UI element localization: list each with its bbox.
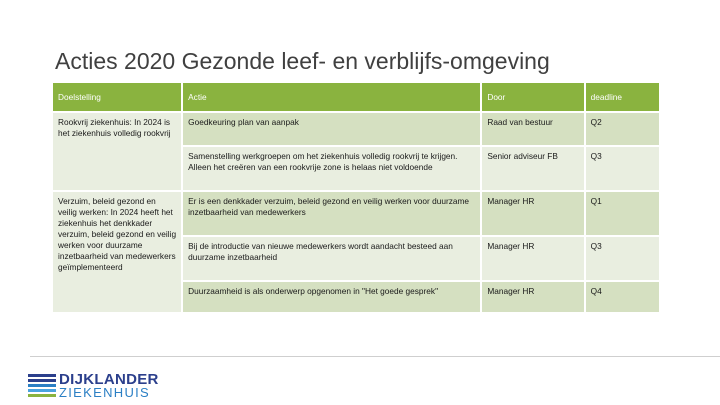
table-row — [53, 191, 660, 236]
owner-cell: Senior adviseur FB — [481, 146, 584, 191]
owner-cell: Raad van bestuur — [481, 112, 584, 146]
goal-cell-verzuim: Verzuim, beleid gezond en veilig werken: In 2024 heeft het ziekenhuis het denkkader verzuim, beleid gezond en veilig werken voor duurzame inzetbaarheid van medewerkers geïmplementeerd — [53, 191, 182, 313]
header-deadline: deadline — [585, 83, 660, 112]
action-cell: Bij de introductie van nieuwe medewerkers wordt aandacht besteed aan duurzame inzetbaarheid — [182, 236, 481, 281]
action-cell: Er is een denkkader verzuim, beleid gezond en veilig werken voor duurzame inzetbaarheid van medewerkers — [182, 191, 481, 236]
deadline-cell: Q4 — [585, 281, 660, 313]
owner-cell: Manager HR — [481, 281, 584, 313]
deadline-cell: Q1 — [585, 191, 660, 236]
footer-divider — [30, 356, 720, 357]
header-door: Door — [481, 83, 584, 112]
table-row — [53, 112, 660, 146]
action-cell: Goedkeuring plan van aanpak — [182, 112, 481, 146]
deadline-cell: Q3 — [585, 236, 660, 281]
header-doelstelling: Doelstelling — [53, 83, 182, 112]
owner-cell: Manager HR — [481, 236, 584, 281]
deadline-cell: Q3 — [585, 146, 660, 191]
actions-table — [53, 83, 661, 314]
slide-title: Acties 2020 Gezonde leef- en verblijfs-omgeving — [55, 48, 550, 74]
deadline-cell: Q2 — [585, 112, 660, 146]
logo-stripes-icon — [28, 372, 56, 400]
action-cell: Samenstelling werkgroepen om het ziekenhuis volledig rookvrij te krijgen. Alleen het creëren van een rookvrije zone is helaas niet voldoende — [182, 146, 481, 191]
logo-text-ziekenhuis: ZIEKENHUIS — [59, 385, 151, 400]
table-header-row — [53, 83, 660, 112]
dijklander-logo — [28, 372, 168, 400]
goal-cell-rookvrij: Rookvrij ziekenhuis: In 2024 is het ziekenhuis volledig rookvrij — [53, 112, 182, 191]
owner-cell: Manager HR — [481, 191, 584, 236]
header-actie: Actie — [182, 83, 481, 112]
logo-text-dijklander: DIJKLANDER — [59, 371, 159, 388]
action-cell: Duurzaamheid is als onderwerp opgenomen in "Het goede gesprek" — [182, 281, 481, 313]
